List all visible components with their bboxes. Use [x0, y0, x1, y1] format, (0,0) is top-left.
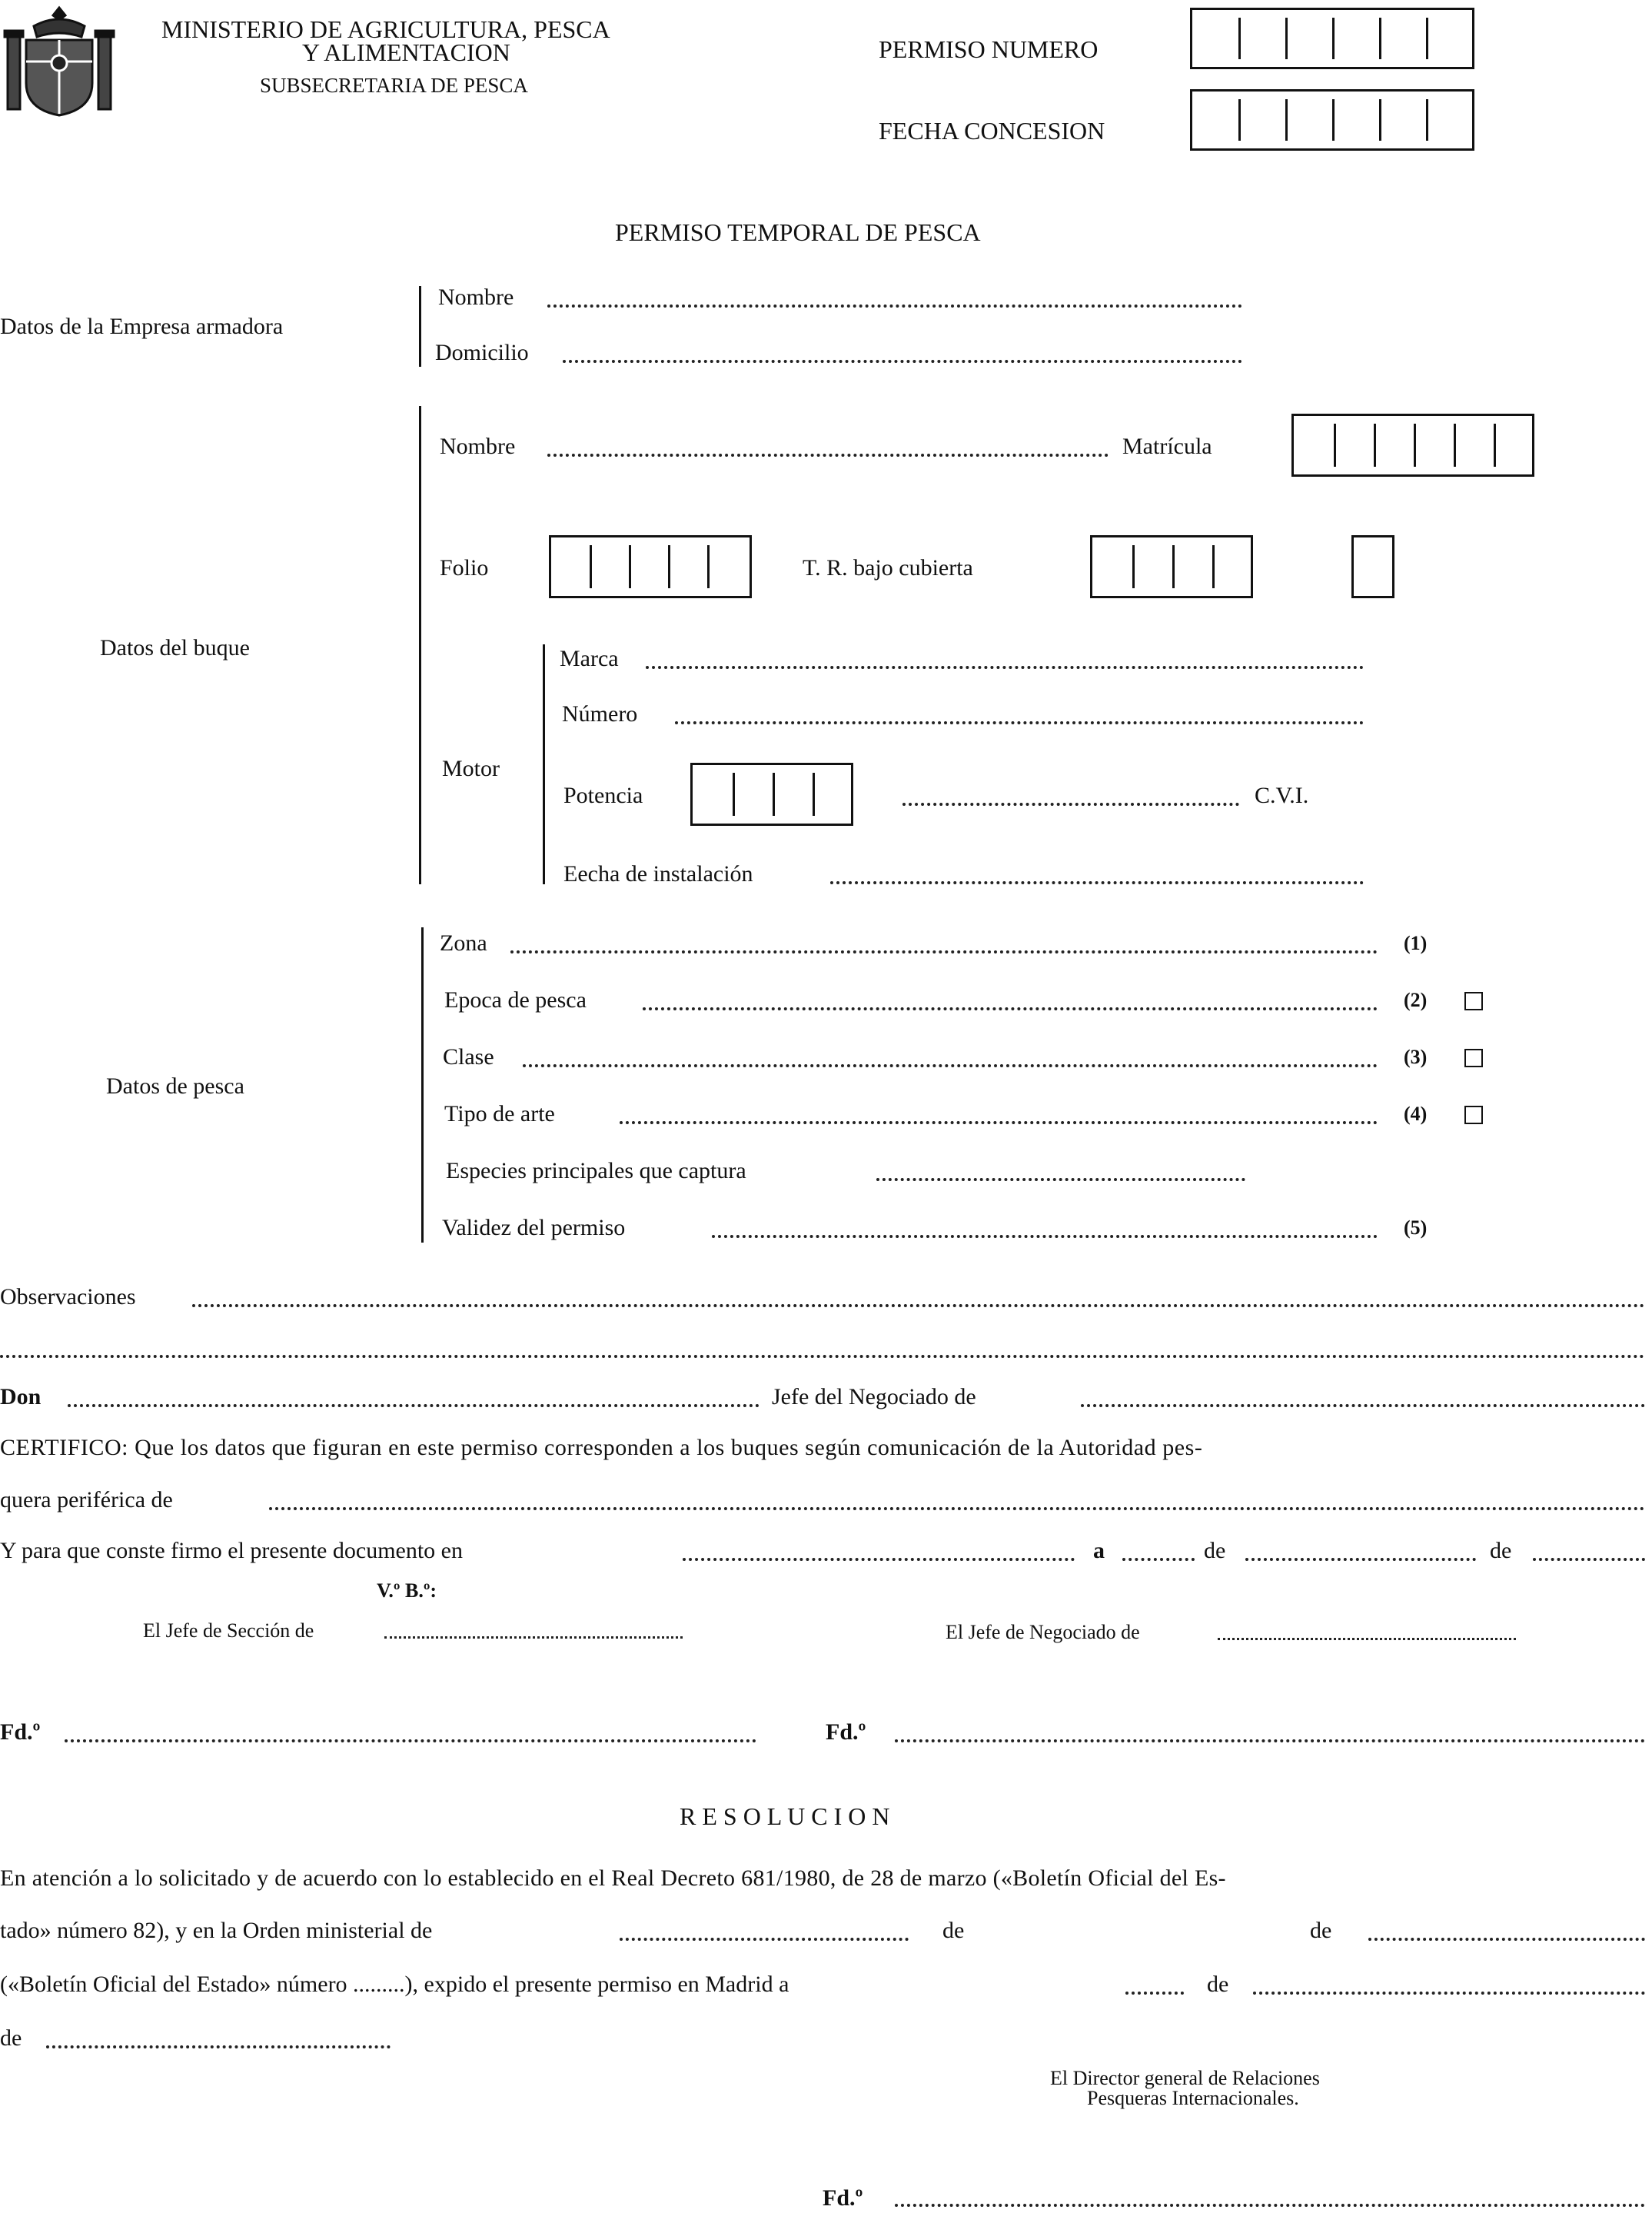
clase-note: (3): [1404, 1046, 1428, 1068]
buque-nombre-field[interactable]: [547, 454, 1109, 457]
jefe-negociado-field[interactable]: [1081, 1404, 1645, 1407]
matricula-boxes[interactable]: [1291, 414, 1534, 477]
clase-label: Clase: [443, 1044, 494, 1070]
fdo2-field[interactable]: [895, 1739, 1645, 1742]
ministry-line2: Y ALIMENTACION: [302, 38, 510, 66]
director-line2: Pesqueras Internacionales.: [1087, 2087, 1299, 2109]
validez-label: Validez del permiso: [442, 1215, 626, 1240]
vobo-label: V.º B.º:: [377, 1579, 437, 1602]
potencia-boxes[interactable]: [690, 763, 853, 826]
coat-of-arms-icon: [3, 3, 115, 118]
certifico-line2: quera periférica de: [0, 1487, 173, 1512]
page-title: PERMISO TEMPORAL DE PESCA: [615, 218, 981, 246]
fecha-concesion-label: FECHA CONCESION: [879, 117, 1105, 145]
folio-label: Folio: [440, 555, 489, 581]
orden-anio-field[interactable]: [1368, 1938, 1645, 1941]
potencia-field[interactable]: [902, 803, 1239, 806]
fecha-instalacion-field[interactable]: [830, 881, 1364, 884]
permiso-numero-boxes[interactable]: [1190, 8, 1474, 69]
buque-bracket: [419, 406, 421, 884]
zona-field[interactable]: [510, 950, 1378, 953]
jefe-negociado-label: Jefe del Negociado de: [772, 1384, 976, 1409]
folio-boxes[interactable]: [549, 535, 752, 598]
tipo-arte-label: Tipo de arte: [444, 1101, 555, 1126]
resolucion-line3a: («Boletín Oficial del Estado» número .........), expido el presente permiso en Madrid a: [0, 1972, 789, 1997]
empresa-section-label: Datos de la Empresa armadora: [0, 314, 284, 339]
epoca-note: (2): [1404, 989, 1428, 1011]
especies-field[interactable]: [876, 1178, 1245, 1181]
observaciones-field-2[interactable]: [0, 1355, 1645, 1358]
resolucion-line1: En atención a lo solicitado y de acuerdo con lo establecido en el Real Decreto 681/1980, de 28 de marzo («Boletín Oficial del Es-: [0, 1865, 1226, 1891]
buque-section-label: Datos del buque: [100, 635, 250, 661]
epoca-label: Epoca de pesca: [444, 987, 587, 1013]
resolucion-line2b: de: [942, 1918, 965, 1943]
fecha-instalacion-label: Eecha de instalación: [563, 861, 753, 887]
empresa-nombre-field[interactable]: [547, 304, 1242, 308]
conste-label: Y para que conste firmo el presente documento en: [0, 1538, 463, 1563]
tr-boxes[interactable]: [1090, 535, 1253, 598]
tr-extra-box[interactable]: [1351, 535, 1394, 598]
fdo2-label: Fd.º: [826, 1719, 866, 1745]
jefe-negociado2-field[interactable]: [1218, 1638, 1516, 1640]
marca-label: Marca: [560, 646, 619, 671]
certifico-line1: CERTIFICO: Que los datos que figuran en este permiso corresponden a los buques según comunicación de la Autoridad pes-: [0, 1435, 1203, 1460]
ministry-line3: SUBSECRETARIA DE PESCA: [260, 74, 528, 97]
pesca-section-label: Datos de pesca: [106, 1073, 244, 1099]
jefe-seccion-label: El Jefe de Sección de: [143, 1619, 314, 1642]
jefe-negociado2-label: El Jefe de Negociado de: [946, 1621, 1140, 1643]
matricula-label: Matrícula: [1122, 434, 1212, 459]
empresa-domicilio-label: Domicilio: [435, 340, 529, 365]
clase-checkbox[interactable]: [1464, 1049, 1483, 1067]
cvi-label: C.V.I.: [1255, 783, 1309, 808]
observaciones-label: Observaciones: [0, 1284, 136, 1309]
don-field[interactable]: [68, 1404, 760, 1407]
resolucion-line2c: de: [1310, 1918, 1332, 1943]
buque-nombre-label: Nombre: [440, 434, 516, 459]
fecha-concesion-boxes[interactable]: [1190, 89, 1474, 151]
resolucion-title: R E S O L U C I O N: [680, 1802, 890, 1830]
conste-mes-field[interactable]: [1245, 1558, 1476, 1561]
validez-field[interactable]: [712, 1235, 1378, 1238]
empresa-domicilio-field[interactable]: [563, 360, 1242, 363]
conste-de1: de: [1204, 1538, 1226, 1563]
marca-field[interactable]: [646, 666, 1364, 669]
don-label: Don: [0, 1384, 42, 1409]
epoca-checkbox[interactable]: [1464, 992, 1483, 1010]
jefe-seccion-field[interactable]: [384, 1636, 683, 1639]
ministry-line1: MINISTERIO DE AGRICULTURA, PESCA: [161, 15, 610, 43]
zona-note: (1): [1404, 932, 1428, 954]
tipo-arte-field[interactable]: [620, 1121, 1378, 1124]
resolucion-line3b: de: [1207, 1972, 1229, 1997]
conste-de2: de: [1490, 1538, 1512, 1563]
director-fdo-label: Fd.º: [823, 2185, 863, 2211]
conste-a: a: [1093, 1538, 1105, 1563]
director-fdo-field[interactable]: [895, 2204, 1645, 2207]
especies-label: Especies principales que captura: [446, 1158, 746, 1183]
resolucion-line4: de: [0, 2025, 22, 2051]
motor-bracket: [543, 644, 545, 884]
empresa-bracket: [419, 286, 421, 367]
director-line1: El Director general de Relaciones: [1050, 2067, 1320, 2089]
observaciones-field[interactable]: [192, 1304, 1645, 1307]
resolucion-line2a: tado» número 82), y en la Orden ministerial de: [0, 1918, 433, 1943]
conste-lugar-field[interactable]: [683, 1558, 1075, 1561]
numero-field[interactable]: [675, 721, 1364, 724]
clase-field[interactable]: [523, 1064, 1378, 1067]
tipo-arte-checkbox[interactable]: [1464, 1106, 1483, 1124]
epoca-field[interactable]: [643, 1007, 1378, 1010]
fdo1-label: Fd.º: [0, 1719, 41, 1745]
tr-label: T. R. bajo cubierta: [803, 555, 973, 581]
conste-anio-field[interactable]: [1533, 1558, 1645, 1561]
madrid-dia-field[interactable]: [1125, 1992, 1184, 1995]
numero-label: Número: [562, 701, 638, 727]
madrid-anio-field[interactable]: [46, 2045, 391, 2048]
motor-label: Motor: [442, 756, 500, 781]
empresa-nombre-label: Nombre: [438, 285, 514, 310]
fdo1-field[interactable]: [65, 1739, 756, 1742]
validez-note: (5): [1404, 1216, 1428, 1239]
permiso-numero-label: PERMISO NUMERO: [879, 35, 1099, 63]
madrid-mes-field[interactable]: [1253, 1992, 1645, 1995]
conste-dia-field[interactable]: [1122, 1558, 1195, 1561]
tipo-arte-note: (4): [1404, 1103, 1428, 1125]
orden-fecha-field[interactable]: [620, 1938, 909, 1941]
pesca-bracket: [421, 927, 424, 1243]
periferica-field[interactable]: [269, 1507, 1645, 1510]
zona-label: Zona: [440, 930, 487, 956]
potencia-label: Potencia: [563, 783, 643, 808]
